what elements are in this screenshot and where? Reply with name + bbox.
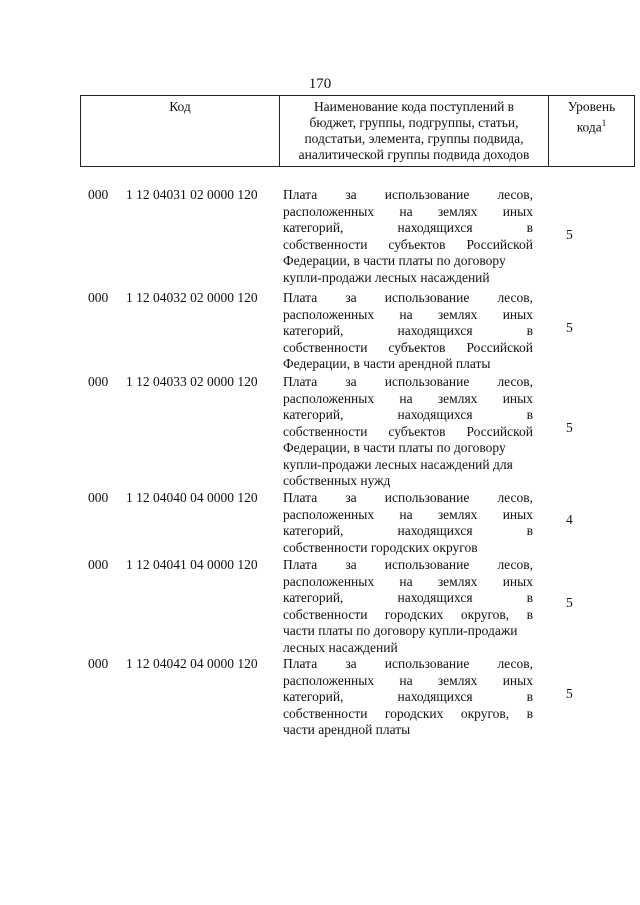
name-word: землях (437, 390, 478, 406)
name-word: на (399, 506, 413, 522)
name-word: землях (437, 506, 478, 522)
name-word: части арендной платы (283, 722, 411, 737)
level-value: 5 (566, 595, 573, 610)
name-word: находящихся (397, 323, 473, 338)
header-name-line: Наименование кода поступлений в (313, 99, 515, 114)
name-word: за (345, 374, 357, 389)
name-line (283, 440, 533, 457)
name-word: Федерации, в части платы по договору (283, 253, 506, 268)
name-line (283, 407, 533, 424)
name-word: собственных нужд (283, 473, 391, 488)
name-word: использование (384, 374, 470, 389)
name-word: на (399, 390, 413, 406)
name-word: расположенных (283, 672, 375, 688)
name-word: землях (437, 306, 478, 322)
name-word: Российской (466, 339, 533, 355)
name-word: иных (502, 203, 533, 219)
name-word: в (526, 220, 533, 235)
name-word: Федерации, в части платы по договору (283, 440, 506, 455)
revenue-name (283, 656, 533, 739)
name-line (283, 204, 533, 221)
name-line (283, 290, 533, 307)
name-word: в (526, 523, 533, 538)
name-line (283, 391, 533, 408)
name-line (283, 590, 533, 607)
name-word: расположенных (283, 203, 375, 219)
admin-code: 000 (88, 187, 109, 202)
name-line (283, 187, 533, 204)
name-line (283, 623, 533, 640)
name-word: лесов, (497, 290, 533, 305)
name-line (283, 237, 533, 254)
name-line (283, 722, 533, 739)
name-word: в (526, 689, 533, 704)
name-word: категорий, (283, 689, 344, 704)
name-line (283, 473, 533, 490)
name-line (283, 640, 533, 657)
name-word: за (345, 187, 357, 202)
header-level-word: кода (576, 119, 602, 135)
name-word: находящихся (397, 523, 473, 538)
name-word: на (399, 203, 413, 219)
name-line (283, 253, 533, 270)
name-word: городских (384, 705, 444, 721)
name-word: расположенных (283, 390, 375, 406)
name-word: за (345, 656, 357, 671)
header-level-cell (549, 96, 635, 167)
name-word: Российской (466, 236, 533, 252)
name-word: купли-продажи лесных насаждений (283, 269, 490, 285)
name-word: в (526, 323, 533, 338)
name-word: использование (384, 187, 470, 202)
admin-code: 000 (88, 557, 109, 572)
name-word: за (345, 490, 357, 505)
header-level-label-2 (553, 115, 630, 136)
name-line (283, 340, 533, 357)
name-word: в (526, 606, 533, 622)
name-word: иных (502, 672, 533, 688)
name-line (283, 507, 533, 524)
name-line (283, 607, 533, 624)
name-word: землях (437, 573, 478, 589)
revenue-code: 1 12 04031 02 0000 120 (126, 187, 258, 202)
header-level-label: Уровень (567, 99, 616, 114)
name-word: Плата (283, 656, 318, 671)
revenue-code: 1 12 04042 04 0000 120 (126, 656, 258, 671)
name-word: на (399, 672, 413, 688)
name-line (283, 557, 533, 574)
name-word: Плата (283, 290, 318, 305)
footnote-marker: 1 (601, 118, 607, 128)
name-word: находящихся (397, 590, 473, 605)
name-line (283, 490, 533, 507)
name-word: городских (384, 606, 444, 622)
name-word: категорий, (283, 590, 344, 605)
name-word: категорий, (283, 407, 344, 422)
name-word: округов, (460, 606, 510, 622)
name-word: использование (384, 490, 470, 505)
name-line (283, 673, 533, 690)
name-word: иных (502, 390, 533, 406)
revenue-name (283, 490, 533, 556)
name-word: лесных насаждений (283, 639, 398, 655)
name-word: лесов, (497, 374, 533, 389)
name-word: на (399, 573, 413, 589)
name-word: землях (437, 672, 478, 688)
admin-code: 000 (88, 374, 109, 389)
name-word: лесов, (497, 557, 533, 572)
name-word: находящихся (397, 407, 473, 422)
name-word: купли-продажи лесных насаждений для (283, 456, 513, 472)
name-line (283, 220, 533, 237)
name-line (283, 706, 533, 723)
name-line (283, 424, 533, 441)
level-value: 5 (566, 320, 573, 335)
name-word: находящихся (397, 220, 473, 235)
name-word: собственности городских округов (283, 539, 478, 555)
name-word: собственности (283, 606, 368, 622)
revenue-code: 1 12 04032 02 0000 120 (126, 290, 258, 305)
name-word: части платы по договору купли-продажи (283, 623, 518, 638)
level-value: 5 (566, 227, 573, 242)
name-word: за (345, 557, 357, 572)
name-word: Федерации, в части арендной платы (283, 356, 491, 371)
admin-code: 000 (88, 656, 109, 671)
name-word: категорий, (283, 523, 344, 538)
name-word: использование (384, 557, 470, 572)
name-word: землях (437, 203, 478, 219)
name-word: расположенных (283, 573, 375, 589)
level-value: 4 (566, 512, 573, 527)
revenue-name (283, 374, 533, 490)
table-header (80, 95, 635, 167)
name-word: находящихся (397, 689, 473, 704)
name-line (283, 574, 533, 591)
name-word: лесов, (497, 490, 533, 505)
name-word: Российской (466, 423, 533, 439)
header-name-cell (280, 96, 549, 167)
name-line (283, 656, 533, 673)
name-line (283, 323, 533, 340)
name-word: собственности (283, 423, 368, 439)
header-name-line: аналитической группы подвида доходов (298, 147, 530, 162)
name-word: собственности (283, 705, 368, 721)
name-word: Плата (283, 187, 318, 202)
name-word: расположенных (283, 506, 375, 522)
name-word: округов, (460, 705, 510, 721)
name-word: лесов, (497, 656, 533, 671)
revenue-name (283, 290, 533, 373)
name-word: в (526, 705, 533, 721)
name-word: иных (502, 573, 533, 589)
name-line (283, 457, 533, 474)
name-word: использование (384, 656, 470, 671)
name-word: субъектов (388, 339, 446, 355)
page-number: 170 (308, 76, 332, 92)
name-line (283, 689, 533, 706)
level-value: 5 (566, 686, 573, 701)
name-word: субъектов (388, 236, 446, 252)
revenue-name (283, 557, 533, 656)
name-word: Плата (283, 490, 318, 505)
name-line (283, 270, 533, 287)
admin-code: 000 (88, 490, 109, 505)
name-word: использование (384, 290, 470, 305)
admin-code: 000 (88, 290, 109, 305)
name-word: иных (502, 506, 533, 522)
name-word: расположенных (283, 306, 375, 322)
header-code-label: Код (169, 99, 191, 114)
revenue-name (283, 187, 533, 286)
name-word: иных (502, 306, 533, 322)
level-value: 5 (566, 420, 573, 435)
name-word: собственности (283, 236, 368, 252)
name-word: Плата (283, 374, 318, 389)
name-word: в (526, 590, 533, 605)
header-name-line: подстатьи, элемента, группы подвида, (304, 131, 524, 146)
name-word: субъектов (388, 423, 446, 439)
header-code-cell (81, 96, 280, 167)
name-word: лесов, (497, 187, 533, 202)
name-word: Плата (283, 557, 318, 572)
name-line (283, 523, 533, 540)
name-line (283, 356, 533, 373)
name-line (283, 307, 533, 324)
name-line (283, 374, 533, 391)
name-word: в (526, 407, 533, 422)
header-name-line: бюджет, группы, подгруппы, статьи, (309, 115, 519, 130)
name-word: собственности (283, 339, 368, 355)
revenue-code: 1 12 04041 04 0000 120 (126, 557, 258, 572)
revenue-code: 1 12 04040 04 0000 120 (126, 490, 258, 505)
name-word: категорий, (283, 323, 344, 338)
name-word: на (399, 306, 413, 322)
name-word: за (345, 290, 357, 305)
name-line (283, 540, 533, 557)
name-word: категорий, (283, 220, 344, 235)
revenue-code: 1 12 04033 02 0000 120 (126, 374, 258, 389)
